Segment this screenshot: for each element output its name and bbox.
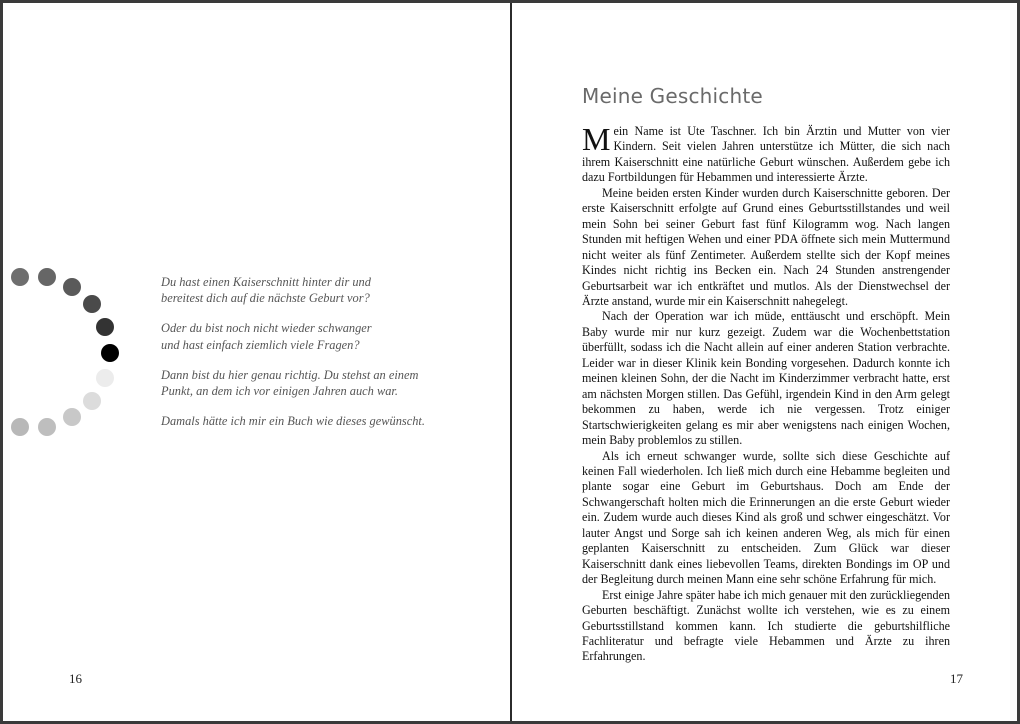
body-paragraph: Erst einige Jahre später habe ich mich genauer mit den zurückliegenden Geburten beschäftigt. Zunächst wollte ich verstehen, wie es zu einem Geburtsstillstand kommen kann. Ich studierte die geburtshilfliche Fachliteratur und befragte viele Hebammen und Ärzte zu ihren Erfahrungen. [582,587,950,664]
quote-paragraph: Damals hätte ich mir ein Buch wie dieses gewünscht. [161,414,425,429]
dot [38,418,56,436]
dot [83,392,101,410]
dot [63,408,81,426]
chapter-body [582,121,950,665]
body-paragraph [582,121,950,186]
body-paragraph: Als ich erneut schwanger wurde, sollte sich diese Geschichte auf keinen Fall wiederholen. Ich ließ mich durch eine Hebamme begleiten und plante sogar eine Geburt im Geburtshaus. Doch am Ende der Schwangerschaft holten mich die Erinnerungen an die erste Geburt wieder ein. Zudem wurde auch dieses Kind als groß und schwer eingeschätzt. Vor lauter Angst und Sorge sah ich keinen anderen Weg, als mich für einen geplanten Kaiserschnitt zu entscheiden. Zum Glück war dieser Kaiserschnitt dank eines liebevollen Teams, direkten Bondings im OP und der Begleitung durch meinen Mann eine sehr schöne Erfahrung für mich. [582,448,950,587]
dot [101,344,119,362]
body-paragraph: Meine beiden ersten Kinder wurden durch Kaiserschnitte geboren. Der erste Kaiserschnitt erfolgte auf Grund eines Geburtsstillstandes und weil mein Sohn bei seiner Geburt fast fünf Kilogramm wog. Nach langen Stunden mit heftigen Wehen und einer PDA öffnete sich mein Muttermund nicht weiter als fünf Zentimeter. Außerdem stellte sich der Kopf meines Kindes nicht richtig ins Becken ein. Nach 24 Stunden anstrengender Geburtsarbeit war ich entkräftet und mutlos. Als der Dienstwechsel der Ärzte anstand, wurde mir ein Kaiserschnitt nahegelegt. [582,185,950,308]
page-number-right: 17 [950,671,963,686]
drop-cap: M [582,121,611,157]
dot [11,418,29,436]
body-paragraph: Nach der Operation war ich müde, enttäuscht und erschöpft. Mein Baby wurde mir nur kurz gezeigt. Zudem war die Wochenbettstation überfüllt, sodass ich die Nacht allein auf einer anderen Station verbrachte. Leider war in dieser Klinik kein Bonding vorgesehen. Dadurch konnte ich meinen kleinen Sohn, der die Nacht im Kinderzimmer verbracht hatte, erst am nächsten Morgen stillen. Das Gefühl, irgendein Kind in den Arm gelegt bekommen zu haben, werde ich nie vergessen. Trotz einiger Startschwierigkeiten gelang es mir aber wenigstens nach einigen Wochen, mein Baby problemlos zu stillen. [582,309,950,448]
left-page [3,3,512,721]
quote-paragraph: Oder du bist noch nicht wieder schwanger und hast einfach ziemlich viele Fragen? [161,321,372,352]
dot [63,278,81,296]
quote-paragraph: Dann bist du hier genau richtig. Du stehst an einem Punkt, an dem ich vor einigen Jahren auch war. [161,367,419,399]
dot [96,318,114,336]
quote-paragraph: Du hast einen Kaiserschnitt hinter dir und bereitest dich auf die nächste Geburt vor? [161,275,371,306]
dot [11,268,29,286]
chapter-title: Meine Geschichte [582,84,763,108]
first-paragraph-text: ein Name ist Ute Taschner. Ich bin Ärztin und Mutter von vier Kindern. Seit vielen Jahren unterstütze ich Mütter, die sich nach ihrem Kaiserschnitt eine natürliche Geburt wünschen. Außerdem gebe ich dazu Fortbildungen für Hebammen und interessierte Ärzte. [582,124,950,185]
page-number-left: 16 [69,671,82,686]
intro-quote [161,274,461,443]
dot [38,268,56,286]
dot [83,295,101,313]
dot [96,369,114,387]
